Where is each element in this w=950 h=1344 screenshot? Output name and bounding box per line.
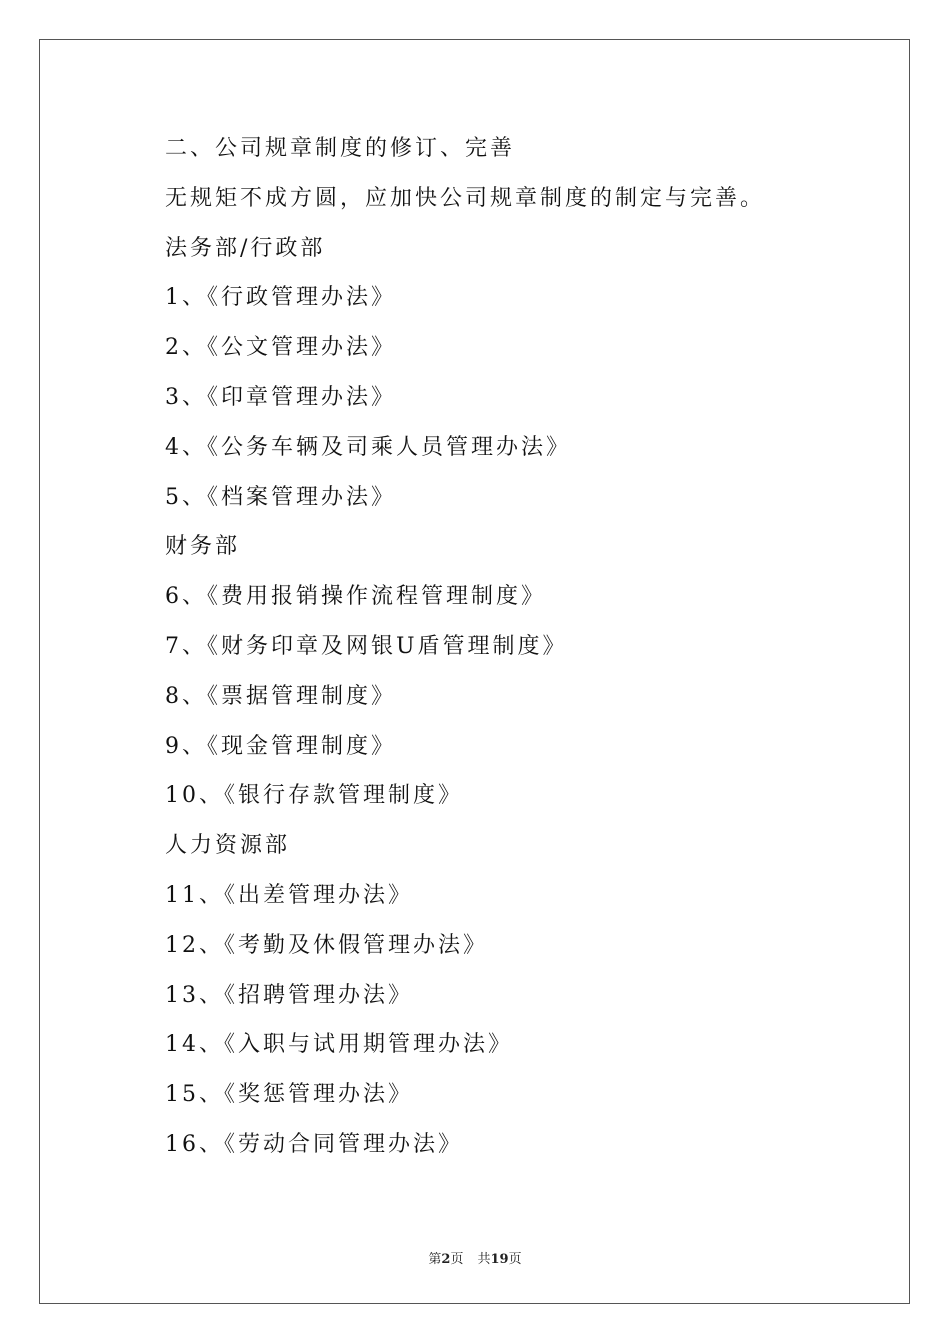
total-pages-prefix: 共 — [477, 1252, 491, 1267]
list-item-13: 13、《招聘管理办法》 — [165, 982, 413, 1008]
page-number-suffix: 页 — [450, 1252, 464, 1267]
list-item-8: 8、《票据管理制度》 — [165, 683, 396, 709]
list-item-6: 6、《费用报销操作流程管理制度》 — [165, 584, 546, 610]
list-item-2: 2、《公文管理办法》 — [165, 335, 396, 361]
page-number: 2 — [441, 1252, 451, 1267]
list-item-10: 10、《银行存款管理制度》 — [165, 783, 463, 809]
department-heading-finance: 财务部 — [165, 534, 241, 560]
list-item-16: 16、《劳动合同管理办法》 — [165, 1131, 463, 1157]
page-footer — [0, 1248, 950, 1267]
intro-paragraph: 无规矩不成方圆，应加快公司规章制度的制定与完善。 — [165, 185, 766, 211]
department-heading-legal-admin: 法务部/行政部 — [165, 235, 326, 261]
page-number-prefix: 第 — [428, 1252, 442, 1267]
list-item-11: 11、《出差管理办法》 — [165, 882, 413, 908]
total-pages-suffix: 页 — [508, 1252, 522, 1267]
list-item-12: 12、《考勤及休假管理办法》 — [165, 932, 488, 958]
list-item-7: 7、《财务印章及网银U盾管理制度》 — [165, 633, 568, 659]
department-heading-hr: 人力资源部 — [165, 833, 291, 859]
list-item-4: 4、《公务车辆及司乘人员管理办法》 — [165, 434, 571, 460]
list-item-5: 5、《档案管理办法》 — [165, 484, 396, 510]
list-item-14: 14、《入职与试用期管理办法》 — [165, 1032, 513, 1058]
list-item-1: 1、《行政管理办法》 — [165, 285, 396, 311]
list-item-15: 15、《奖惩管理办法》 — [165, 1082, 413, 1108]
list-item-9: 9、《现金管理制度》 — [165, 733, 396, 759]
section-heading: 二、公司规章制度的修订、完善 — [165, 136, 516, 161]
total-pages: 19 — [490, 1252, 509, 1267]
document-body — [165, 133, 865, 1179]
list-item-3: 3、《印章管理办法》 — [165, 384, 396, 410]
